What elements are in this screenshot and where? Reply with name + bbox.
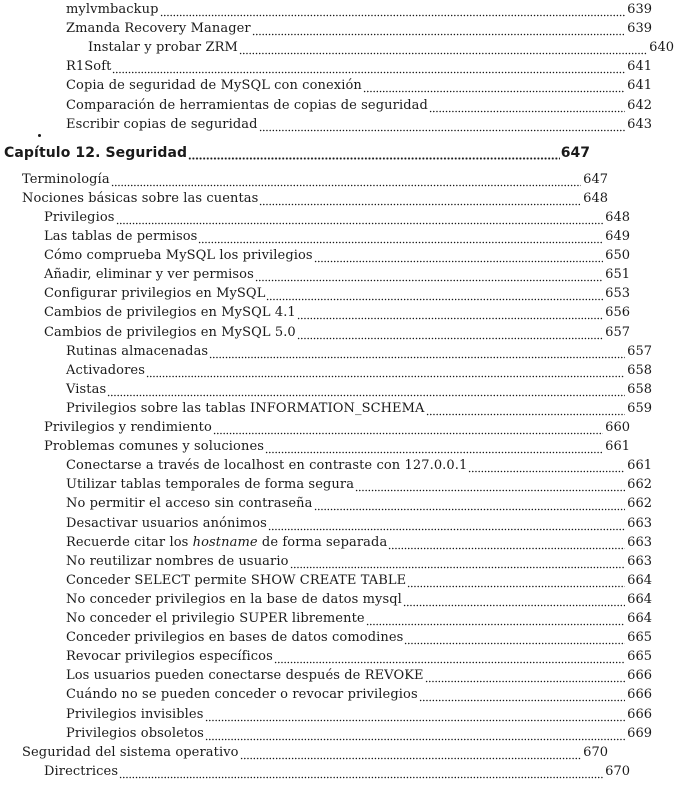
dot-leader [107, 382, 625, 398]
toc-entry [0, 229, 630, 245]
toc-entry-title [66, 535, 387, 551]
toc-entry-page: 664 [627, 591, 652, 607]
dot-leader [240, 745, 581, 761]
toc-entry-page: 641 [627, 78, 652, 94]
toc-entry-page: 657 [605, 324, 630, 340]
toc-entry-page: 664 [627, 572, 652, 588]
toc-entry [0, 726, 652, 742]
toc-entry [0, 40, 674, 56]
toc-entry-title: Copia de seguridad de MySQL con conexión [66, 78, 362, 94]
dot-leader [116, 210, 603, 226]
toc-entry [0, 117, 652, 133]
toc-entry-page: 639 [627, 2, 652, 17]
toc-entry [0, 305, 630, 321]
dot-leader [419, 687, 625, 703]
toc-entry-page: 656 [605, 305, 630, 321]
dot-leader [111, 172, 581, 188]
dot-leader [429, 98, 625, 114]
toc-entry-page: 648 [583, 190, 608, 206]
dot-leader [290, 554, 625, 570]
dot-leader [468, 458, 625, 474]
chapter-heading [0, 144, 590, 162]
toc-entry-title: Revocar privilegios específicos [66, 649, 273, 665]
toc-entry-title: Directrices [44, 763, 119, 779]
toc-entry-page: 641 [627, 59, 652, 75]
toc-entry [0, 668, 652, 684]
toc-entry-page: 647 [583, 171, 608, 187]
dot-leader [112, 59, 625, 75]
toc-entry [0, 267, 630, 283]
dot-leader [355, 477, 625, 493]
toc-entry-title: Privilegios obsoletos [66, 725, 204, 741]
toc-entry [0, 363, 652, 379]
toc-entry [0, 649, 652, 665]
toc-entry-page: 650 [605, 248, 630, 264]
toc-entry-page: 665 [627, 649, 652, 665]
toc-entry-title: Comparación de herramientas de copias de seguridad [66, 97, 428, 113]
toc-entry [0, 630, 652, 646]
dot-leader [274, 649, 625, 665]
toc-entry-title: No conceder el privilegio SUPER libremente [66, 611, 365, 626]
toc-entry-title: Desactivar usuarios anónimos [66, 515, 267, 531]
toc-entry-title: Los usuarios pueden conectarse después de REVOKE [66, 668, 424, 684]
toc-entry-page: 653 [605, 286, 630, 302]
toc-entry [0, 458, 652, 474]
toc-entry [0, 98, 652, 114]
toc-entry [0, 477, 652, 493]
toc-entry-title: Rutinas almacenadas [66, 343, 209, 359]
toc-entry [0, 59, 652, 75]
toc-entry-title: Instalar y probar ZRM [88, 40, 238, 56]
toc-entry [0, 687, 652, 703]
toc-entry-title: Terminología [22, 171, 110, 187]
toc-entry-page: 640 [649, 40, 674, 56]
toc-entry [0, 78, 652, 94]
dot-leader [259, 117, 625, 133]
dot-leader [255, 267, 603, 283]
toc-entry-title: Conectarse a través de localhost en contraste con 127.0.0.1 [66, 458, 468, 474]
toc-entry-title: Nociones básicas sobre las cuentas [22, 190, 259, 206]
toc-entry [0, 210, 630, 226]
dot-leader [205, 726, 625, 742]
toc-entry-page: 663 [627, 534, 652, 550]
toc-entry [0, 172, 608, 188]
dot-leader [314, 496, 626, 512]
toc-entry [0, 248, 630, 264]
toc-entry [0, 401, 652, 417]
toc-entry-page: 666 [627, 687, 652, 703]
title-text-before: Recuerde citar los [66, 534, 193, 550]
dot-leader [403, 592, 625, 608]
toc-entry-page: 643 [627, 116, 652, 132]
dot-leader [119, 764, 603, 780]
toc-entry-title: Cómo comprueba MySQL los privilegios [44, 248, 313, 264]
toc-entry-page: 648 [605, 209, 630, 225]
toc-entry-page: 662 [627, 496, 652, 512]
toc-entry-page: 663 [627, 553, 652, 569]
toc-entry-title: Vistas [66, 381, 107, 397]
toc-entry [0, 382, 652, 398]
toc-entry [0, 745, 608, 761]
chapter-title: Capítulo 12. Seguridad [4, 144, 188, 161]
toc-entry-title: Zmanda Recovery Manager [66, 21, 251, 37]
toc-entry [0, 764, 630, 780]
toc-entry-title: Cuándo no se pueden conceder o revocar privilegios [66, 687, 418, 703]
dot-leader [314, 248, 603, 264]
toc-entry-title: Seguridad del sistema operativo [22, 744, 239, 760]
dot-leader [209, 344, 625, 360]
toc-entry-title: No reutilizar nombres de usuario [66, 553, 289, 569]
toc-entry-page: 665 [627, 630, 652, 646]
dot-leader [239, 40, 647, 56]
toc-entry [0, 496, 652, 512]
toc-entry-page: 666 [627, 706, 652, 722]
toc-entry [0, 516, 652, 532]
toc-entry-page: 642 [627, 97, 652, 113]
toc-entry-title: mylvmbackup [66, 2, 159, 17]
toc-entry [0, 420, 630, 436]
toc-entry-page: 649 [605, 229, 630, 244]
toc-entry [0, 325, 630, 341]
toc-entry-title: Privilegios y rendimiento [44, 420, 212, 435]
dot-leader [297, 325, 603, 341]
dot-leader [160, 2, 625, 18]
toc-entry [0, 611, 652, 627]
toc-entry-page: 670 [605, 763, 630, 779]
toc-entry-title: Activadores [66, 362, 145, 378]
toc-entry-title: Cambios de privilegios en MySQL 4.1 [44, 305, 296, 321]
toc-entry-page: 661 [605, 439, 630, 455]
toc-entry-page: 670 [583, 744, 608, 760]
toc-entry [0, 592, 652, 608]
toc-entry-title: Cambios de privilegios en MySQL 5.0 [44, 324, 296, 340]
toc-entry-page: 658 [627, 362, 652, 378]
dot-leader [198, 229, 603, 245]
dot-leader [366, 611, 625, 627]
toc-entry-page: 651 [605, 267, 630, 283]
dot-leader [188, 144, 560, 162]
toc-entry [0, 286, 630, 302]
toc-entry-title: Añadir, eliminar y ver permisos [44, 267, 254, 283]
chapter-page: 647 [560, 144, 590, 161]
toc-entry-title: Privilegios sobre las tablas INFORMATION_SCHEMA [66, 400, 425, 416]
toc-entry-title: Las tablas de permisos [44, 229, 198, 244]
dot-leader [363, 78, 625, 94]
dot-leader [259, 191, 581, 207]
toc-entry [0, 344, 652, 360]
toc-entry-page: 639 [627, 21, 652, 37]
title-text-after: de forma separada [257, 534, 388, 550]
toc-entry-page: 662 [627, 477, 652, 493]
toc-entry [0, 191, 608, 207]
toc-entry-page: 659 [627, 400, 652, 416]
toc-entry-title: No conceder privilegios en la base de datos mysql [66, 591, 402, 607]
toc-entry-title: R1Soft [66, 59, 112, 75]
toc-entry-page: 669 [627, 725, 652, 741]
toc-entry-title: No permitir el acceso sin contraseña [66, 496, 313, 512]
toc-entry-title: Privilegios invisibles [66, 706, 204, 722]
toc-entry-page: 657 [627, 343, 652, 359]
dot-leader [265, 439, 603, 455]
dot-leader [297, 305, 603, 321]
toc-entry-page: 660 [605, 420, 630, 435]
toc-entry-title: Escribir copias de seguridad [66, 116, 258, 132]
toc-entry-title: Configurar privilegios en MySQL [44, 286, 266, 302]
dot-leader [407, 573, 625, 589]
dot-leader [146, 363, 625, 379]
toc-entry-title: Conceder privilegios en bases de datos comodines [66, 630, 404, 646]
toc-entry [0, 573, 652, 589]
dot-leader [388, 535, 625, 551]
toc-entry-title: Privilegios [44, 209, 115, 225]
toc-entry-page: 658 [627, 381, 652, 397]
toc-entry-page: 664 [627, 611, 652, 626]
toc-entry-title: Utilizar tablas temporales de forma segura [66, 477, 355, 493]
dot-leader [252, 21, 625, 37]
toc-entry [0, 554, 652, 570]
toc-entry [0, 2, 652, 18]
title-text-italic: hostname [192, 534, 258, 550]
toc-entry [0, 535, 652, 551]
toc-entry [0, 707, 652, 723]
dot-leader [426, 401, 625, 417]
toc-entry-title: Problemas comunes y soluciones [44, 439, 265, 455]
stray-ink-mark [38, 134, 41, 137]
toc-entry [0, 21, 652, 37]
dot-leader [205, 707, 626, 723]
toc-entry-title: Conceder SELECT permite SHOW CREATE TABLE [66, 572, 407, 588]
toc-entry [0, 439, 630, 455]
toc-entry-page: 661 [627, 458, 652, 474]
dot-leader [213, 420, 603, 436]
dot-leader [268, 516, 625, 532]
dot-leader [425, 668, 625, 684]
dot-leader [404, 630, 625, 646]
dot-leader [266, 286, 603, 302]
toc-entry-page: 666 [627, 668, 652, 684]
toc-entry-page: 663 [627, 515, 652, 531]
